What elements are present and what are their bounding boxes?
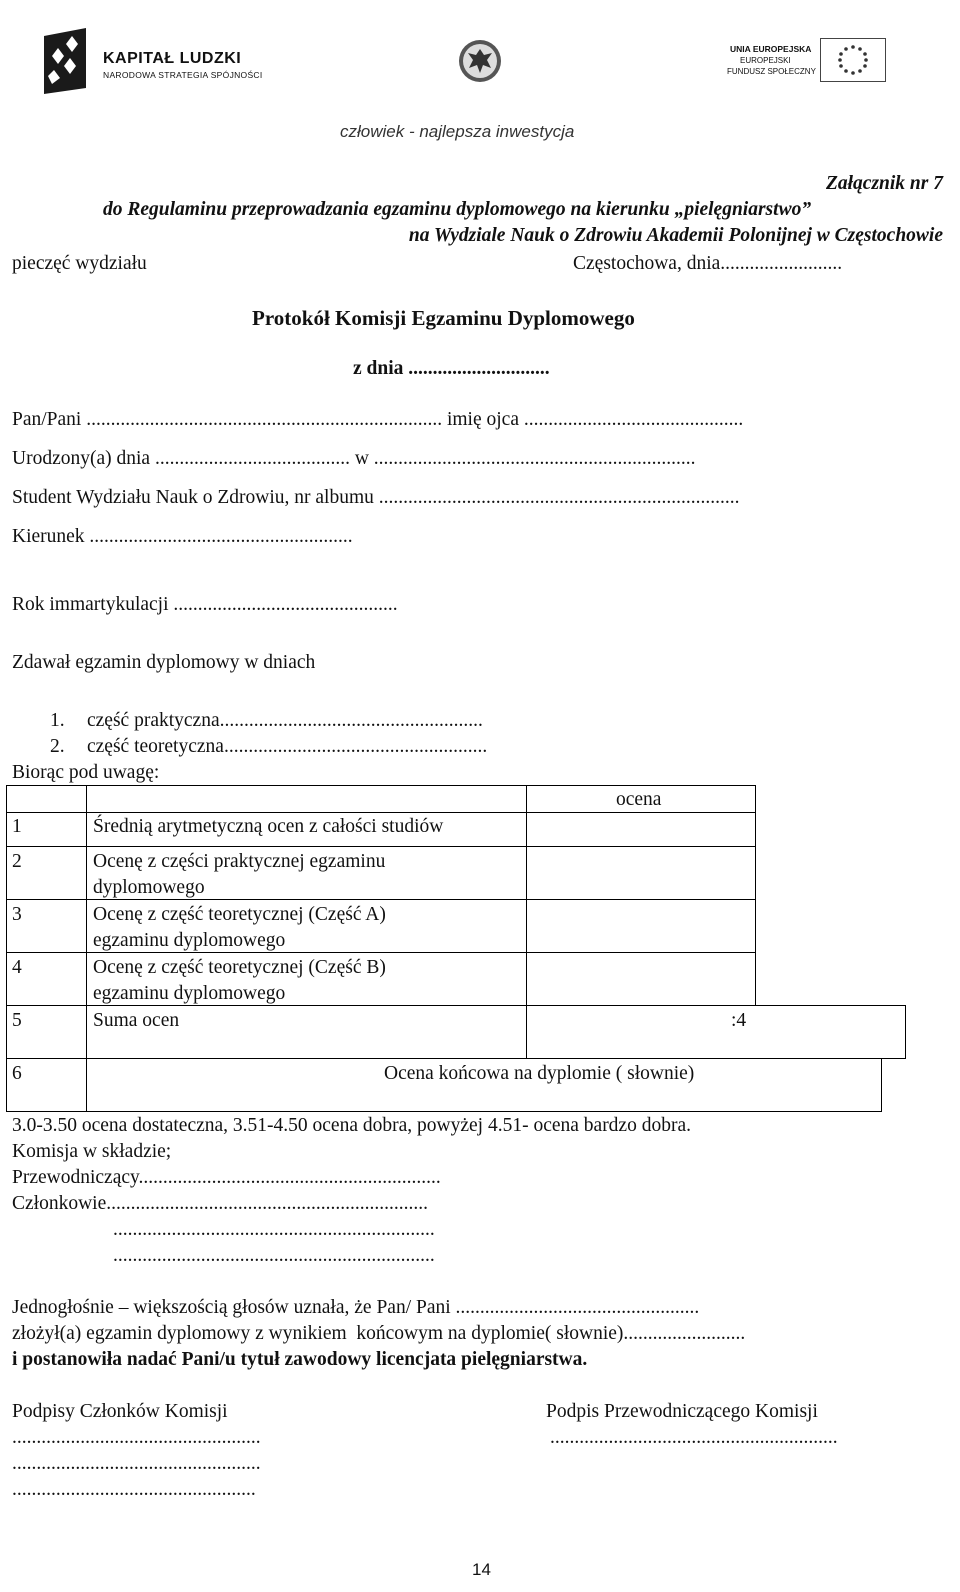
row-5-label: Suma ocen (93, 1010, 180, 1031)
grade-cell-3 (526, 899, 756, 953)
eu-line1: UNIA EUROPEJSKA (730, 44, 812, 54)
part-2-num: 2. (50, 736, 65, 757)
slogan: człowiek - najlepsza inwestycja (340, 122, 575, 141)
grade-cell-2 (526, 846, 756, 900)
signatures-chair-label: Podpis Przewodniczącego Komisji (546, 1401, 818, 1422)
table-header-grade: ocena (616, 789, 662, 810)
field-student: Student Wydziału Nauk o Zdrowiu, nr albumu .......................................................................... (12, 487, 740, 508)
header-banner (0, 0, 960, 170)
field-zdawal: Zdawał egzamin dyplomowy w dniach (12, 652, 316, 673)
grading-scale: 3.0-3.50 ocena dostateczna, 3.51-4.50 ocena dobra, powyżej 4.51- ocena bardzo dobra. (12, 1115, 691, 1136)
part-1-num: 1. (50, 710, 65, 731)
field-rok: Rok immartykulacji .............................................. (12, 594, 398, 615)
grade-cell-5 (526, 1005, 906, 1059)
eu-line3: FUNDUSZ SPOŁECZNY (727, 67, 816, 76)
row-1-label: Średnią arytmetyczną ocen z całości studiów (93, 816, 444, 837)
table-header-num-cell (6, 785, 87, 813)
row-3-label: Ocenę z część teoretycznej (Część A) (93, 904, 386, 925)
committee-members-line2: .................................................................. (113, 1219, 435, 1240)
signatures-members-label: Podpisy Członków Komisji (12, 1401, 228, 1422)
signature-line-left-3: .................................................. (12, 1479, 256, 1500)
signature-line-left-1: ................................................... (12, 1427, 261, 1448)
signature-line-right-1: ........................................................... (550, 1427, 838, 1448)
field-born: Urodzony(a) dnia ........................................ w .................................................................. (12, 448, 696, 469)
row-3-num: 3 (12, 904, 22, 925)
row-1-num: 1 (12, 816, 22, 837)
row-2-label: Ocenę z części praktycznej egzaminu (93, 851, 386, 872)
kapital-ludzki-logo-icon (40, 26, 90, 96)
annex-line2: do Regulaminu przeprowadzania egzaminu dyplomowego na kierunku „pielęgniarstwo” (103, 199, 812, 220)
eagle-emblem-icon (457, 38, 503, 84)
grade-cell-1 (526, 812, 756, 847)
signature-line-left-2: ................................................... (12, 1453, 261, 1474)
row-5-num: 5 (12, 1010, 22, 1031)
row-6-num: 6 (12, 1063, 22, 1084)
place-date: Częstochowa, dnia......................... (573, 253, 843, 274)
page-number: 14 (472, 1560, 491, 1579)
passed-text: złożył(a) egzamin dyplomowy z wynikiem końcowym na dyplomie( słownie)......................... (12, 1323, 746, 1344)
row-4-num: 4 (12, 957, 22, 978)
row-2-label-cont: dyplomowego (93, 877, 205, 898)
row-2-num: 2 (12, 851, 22, 872)
page-title: Protokół Komisji Egzaminu Dyplomowego (252, 306, 635, 330)
row-3-label-cont: egzaminu dyplomowego (93, 930, 286, 951)
annex-line3: na Wydziale Nauk o Zdrowiu Akademii Polonijnej w Częstochowie (408, 225, 943, 246)
kapital-title: KAPITAŁ LUDZKI (103, 50, 242, 67)
row-6-label: Ocena końcowa na dyplomie ( słownie) (384, 1063, 695, 1084)
part-1-text: część praktyczna...................................................... (87, 710, 483, 731)
field-kierunek: Kierunek ...................................................... (12, 526, 353, 547)
committee-members: Członkowie.................................................................. (12, 1193, 428, 1214)
eu-flag-icon (820, 38, 886, 82)
date-line: z dnia ............................. (353, 358, 550, 379)
considering-label: Biorąc pod uwagę: (12, 762, 160, 783)
eu-line2: EUROPEJSKI (740, 56, 791, 65)
decision-text: i postanowiła nadać Pani/u tytuł zawodowy licencjata pielęgniarstwa. (12, 1349, 588, 1370)
grade-cell-4 (526, 952, 756, 1006)
field-pan-pani: Pan/Pani ......................................................................... imię ojca ............................................. (12, 409, 744, 430)
row-5-divisor: :4 (731, 1010, 747, 1031)
committee-label: Komisja w składzie; (12, 1141, 172, 1162)
committee-chair: Przewodniczący.............................................................. (12, 1167, 441, 1188)
table-header-label-cell (86, 785, 527, 813)
unanimous-text: Jednogłośnie – większością głosów uznała, że Pan/ Pani .................................................. (12, 1297, 700, 1318)
stamp-label: pieczęć wydziału (12, 253, 147, 274)
row-4-label: Ocenę z część teoretycznej (Część B) (93, 957, 386, 978)
part-2-text: część teoretyczna...................................................... (87, 736, 488, 757)
committee-members-line3: .................................................................. (113, 1245, 435, 1266)
kapital-subtitle: NARODOWA STRATEGIA SPÓJNOŚCI (103, 70, 263, 80)
annex-line1: Załącznik nr 7 (825, 173, 943, 194)
row-4-label-cont: egzaminu dyplomowego (93, 983, 286, 1004)
